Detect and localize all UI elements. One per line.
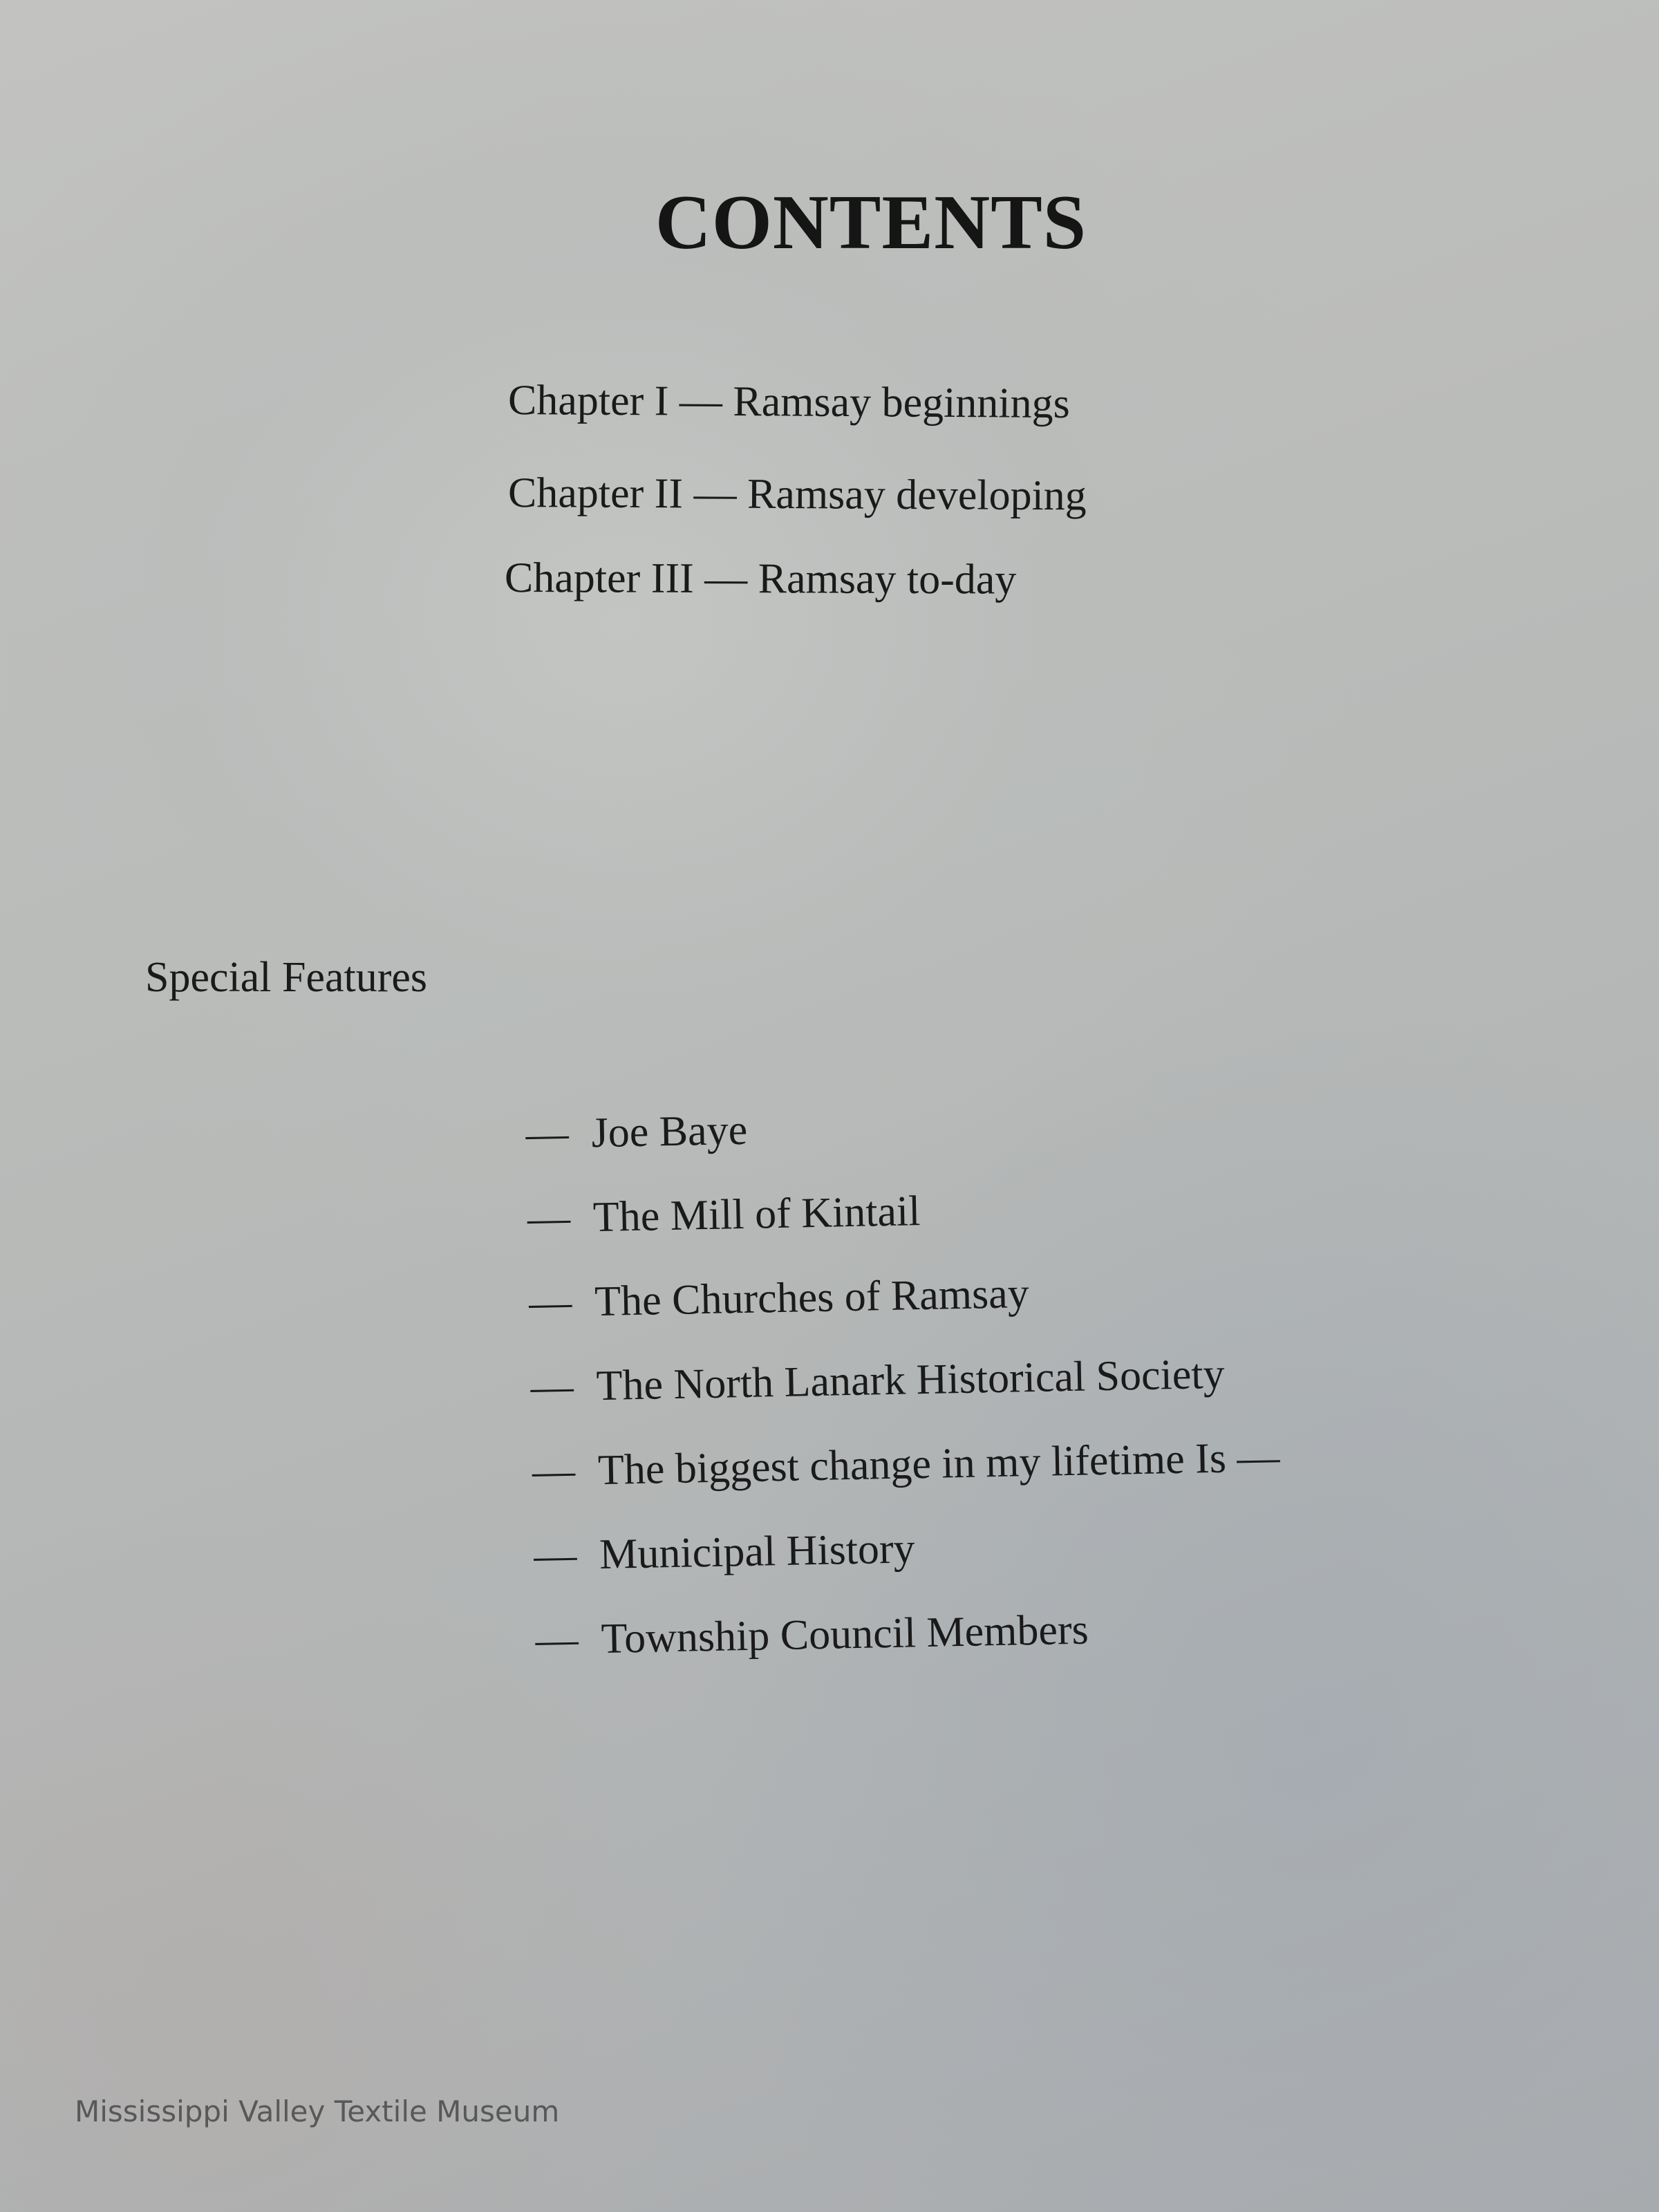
feature-label: Township Council Members [600,1606,1089,1663]
feature-dash: — [532,1447,576,1495]
feature-label: Municipal History [599,1525,916,1579]
feature-label: The Churches of Ramsay [594,1270,1030,1326]
chapter-entry: Chapter I — Ramsay beginnings [507,377,1070,427]
feature-dash: — [533,1531,577,1580]
feature-dash: — [534,1615,579,1664]
feature-dash: — [527,1194,571,1242]
page-title: CONTENTS [655,180,1087,265]
feature-dash: — [528,1278,572,1327]
feature-label: The Mill of Kintail [592,1188,921,1241]
feature-dash: — [529,1362,574,1411]
museum-watermark: Mississippi Valley Textile Museum [75,2094,560,2128]
chapter-entry: Chapter II — Ramsay developing [507,469,1087,520]
feature-item [533,1520,1282,1580]
feature-item [530,1351,1279,1409]
feature-label: Joe Baye [590,1106,748,1157]
special-features-list [525,1098,1284,1703]
feature-item [535,1604,1284,1662]
feature-label: The biggest change in my lifetime Is — [597,1434,1281,1494]
feature-item [527,1183,1275,1240]
feature-item [528,1267,1277,1327]
chapter-list [504,377,1087,603]
feature-label: The North Lanark Historical Society [595,1350,1226,1410]
feature-item [525,1098,1274,1156]
chapter-entry: Chapter III — Ramsay to-day [504,554,1017,603]
feature-item [532,1436,1280,1493]
special-features-heading: Special Features [145,954,428,1001]
feature-dash: — [525,1109,570,1158]
